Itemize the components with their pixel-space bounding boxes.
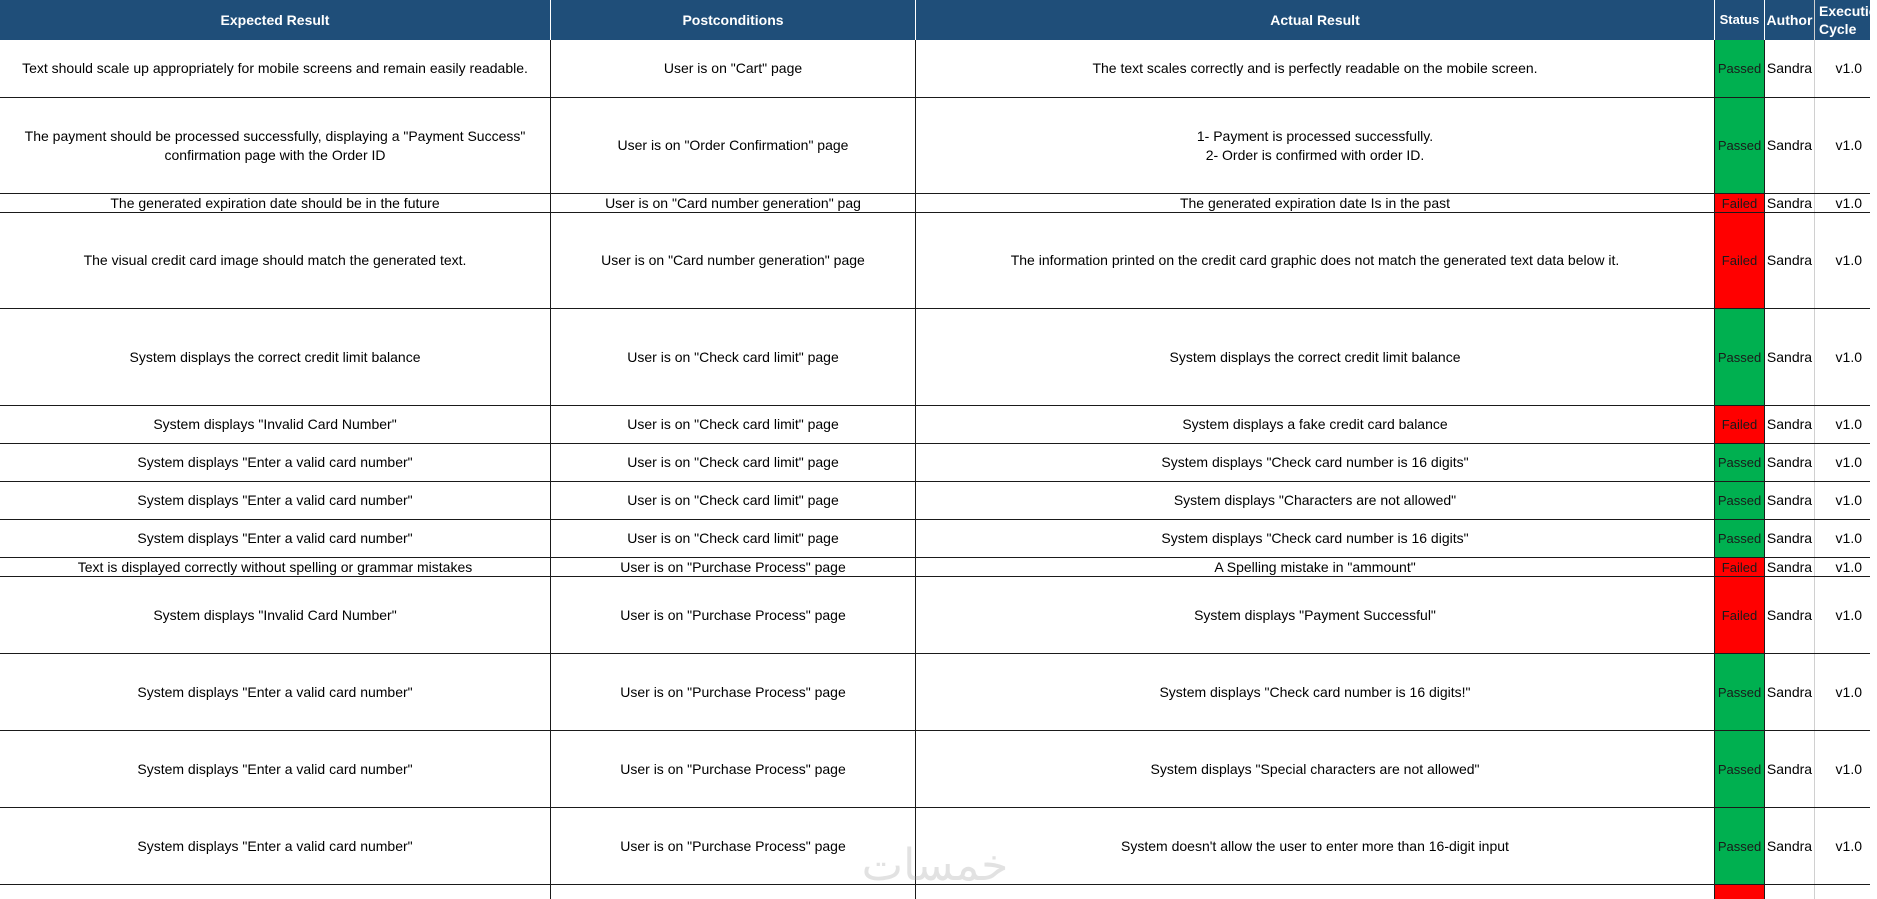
expected-result-cell[interactable]: Text should scale up appropriately for mobile screens and remain easily readable.	[0, 40, 551, 97]
actual-result-cell[interactable]: System displays the correct credit limit balance	[916, 309, 1715, 405]
table-row	[0, 444, 1870, 482]
expected-result-cell[interactable]: The payment should be processed successfully, displaying a "Payment Success" confirmation page with the Order ID	[0, 98, 551, 193]
expected-result-cell[interactable]: System displays the correct credit limit balance	[0, 309, 551, 405]
status-cell[interactable]: Failed	[1715, 194, 1765, 212]
postcondition-cell[interactable]: User is on "Purchase Process" page	[551, 654, 916, 730]
table-row	[0, 194, 1870, 213]
expected-result-cell[interactable]: The visual credit card image should match the generated text.	[0, 213, 551, 308]
header-expected-result[interactable]: Expected Result	[0, 0, 551, 40]
execution-cycle-cell[interactable]: v1.0	[1835, 606, 1862, 623]
partial-cell[interactable]	[1765, 885, 1815, 899]
actual-result-cell[interactable]: A Spelling mistake in "ammount"	[916, 558, 1715, 576]
expected-result-cell[interactable]: System displays "Enter a valid card number"	[0, 482, 551, 519]
postcondition-cell[interactable]: User is on "Check card limit" page	[551, 482, 916, 519]
postcondition-cell[interactable]: User is on "Check card limit" page	[551, 444, 916, 481]
execution-cycle-cell[interactable]: v1.0	[1835, 137, 1862, 153]
execution-cycle-cell[interactable]: v1.0	[1835, 558, 1862, 575]
author-cell[interactable]: Sandra	[1765, 731, 1815, 807]
table-row	[0, 482, 1870, 520]
author-cell[interactable]: Sandra	[1765, 98, 1815, 193]
actual-result-cell[interactable]: System displays "Characters are not allowed"	[916, 482, 1715, 519]
postcondition-cell[interactable]: User is on "Purchase Process" page	[551, 731, 916, 807]
table-row	[0, 808, 1870, 885]
table-row	[0, 309, 1870, 406]
author-cell[interactable]: Sandra	[1765, 194, 1815, 212]
author-cell[interactable]: Sandra	[1765, 558, 1815, 576]
author-cell[interactable]: Sandra	[1765, 40, 1815, 97]
postcondition-cell[interactable]: User is on "Purchase Process" page	[551, 558, 916, 576]
actual-result-cell[interactable]: The information printed on the credit card graphic does not match the generated text data below it.	[916, 213, 1715, 308]
status-cell[interactable]: Passed	[1715, 520, 1765, 557]
execution-cycle-cell[interactable]: v1.0	[1835, 683, 1862, 700]
header-execution-cycle[interactable]: Executio Cycle	[1815, 0, 1870, 40]
table-row	[0, 98, 1870, 194]
postcondition-cell[interactable]: User is on "Purchase Process" page	[551, 808, 916, 884]
expected-result-cell[interactable]: System displays "Enter a valid card number"	[0, 731, 551, 807]
partial-cell[interactable]	[0, 885, 551, 899]
expected-result-cell[interactable]: System displays "Enter a valid card number"	[0, 654, 551, 730]
execution-cycle-cell[interactable]: v1.0	[1835, 416, 1862, 432]
actual-result-cell[interactable]: System displays "Check card number is 16 digits"	[916, 520, 1715, 557]
header-actual-result[interactable]: Actual Result	[916, 0, 1715, 40]
watermark-text: خمسات	[861, 840, 1009, 891]
execution-cycle-cell[interactable]: v1.0	[1835, 530, 1862, 546]
postcondition-cell[interactable]: User is on "Check card limit" page	[551, 406, 916, 443]
execution-cycle-cell[interactable]: v1.0	[1835, 492, 1862, 508]
status-cell[interactable]: Passed	[1715, 444, 1765, 481]
actual-result-cell[interactable]: System displays "Payment Successful"	[916, 577, 1715, 653]
actual-result-cell[interactable]: System displays "Check card number is 16 digits"	[916, 444, 1715, 481]
table-row	[0, 731, 1870, 808]
execution-cycle-cell[interactable]: v1.0	[1835, 194, 1862, 211]
status-cell[interactable]: Failed	[1715, 577, 1765, 653]
execution-cycle-cell[interactable]: v1.0	[1835, 454, 1862, 470]
table-row	[0, 406, 1870, 444]
partial-status-cell[interactable]	[1715, 885, 1765, 899]
status-cell[interactable]: Passed	[1715, 808, 1765, 884]
author-cell[interactable]: Sandra	[1765, 406, 1815, 443]
table-row	[0, 40, 1870, 98]
status-cell[interactable]: Passed	[1715, 98, 1765, 193]
status-cell[interactable]: Passed	[1715, 482, 1765, 519]
partial-next-row	[0, 885, 1870, 899]
author-cell[interactable]: Sandra	[1765, 444, 1815, 481]
table-row	[0, 654, 1870, 731]
header-author[interactable]: Author	[1765, 0, 1815, 40]
expected-result-cell[interactable]: System displays "Enter a valid card number"	[0, 808, 551, 884]
author-cell[interactable]: Sandra	[1765, 808, 1815, 884]
postcondition-cell[interactable]: User is on "Cart" page	[551, 40, 916, 97]
execution-cycle-cell[interactable]: v1.0	[1835, 837, 1862, 854]
actual-result-cell[interactable]: System doesn't allow the user to enter more than 16-digit input	[916, 808, 1715, 884]
actual-result-cell[interactable]: System displays a fake credit card balance	[916, 406, 1715, 443]
expected-result-cell[interactable]: Text is displayed correctly without spelling or grammar mistakes	[0, 558, 551, 576]
actual-result-cell[interactable]: The text scales correctly and is perfectly readable on the mobile screen.	[916, 40, 1715, 97]
author-cell[interactable]: Sandra	[1765, 482, 1815, 519]
status-cell[interactable]: Passed	[1715, 309, 1765, 405]
author-cell[interactable]: Sandra	[1765, 654, 1815, 730]
postcondition-cell[interactable]: User is on "Card number generation" pag	[551, 194, 916, 212]
expected-result-cell[interactable]: System displays "Invalid Card Number"	[0, 406, 551, 443]
table-body	[0, 40, 1870, 885]
postcondition-cell[interactable]: User is on "Purchase Process" page	[551, 577, 916, 653]
partial-cell[interactable]	[1815, 885, 1870, 899]
postcondition-cell[interactable]: User is on "Card number generation" page	[551, 213, 916, 308]
postcondition-cell[interactable]: User is on "Check card limit" page	[551, 520, 916, 557]
expected-result-cell[interactable]: The generated expiration date should be in the future	[0, 194, 551, 212]
expected-result-cell[interactable]: System displays "Invalid Card Number"	[0, 577, 551, 653]
postcondition-cell[interactable]: User is on "Check card limit" page	[551, 309, 916, 405]
table-row	[0, 558, 1870, 577]
partial-cell[interactable]	[551, 885, 916, 899]
execution-cycle-cell[interactable]: v1.0	[1835, 60, 1862, 76]
status-cell[interactable]: Passed	[1715, 40, 1765, 97]
actual-result-cell[interactable]: System displays "Check card number is 16 digits!"	[916, 654, 1715, 730]
postcondition-cell[interactable]: User is on "Order Confirmation" page	[551, 98, 916, 193]
author-cell[interactable]: Sandra	[1765, 309, 1815, 405]
status-cell[interactable]: Passed	[1715, 654, 1765, 730]
header-postconditions[interactable]: Postconditions	[551, 0, 916, 40]
table-row	[0, 577, 1870, 654]
table-row	[0, 520, 1870, 558]
execution-cycle-cell[interactable]: v1.0	[1835, 348, 1862, 365]
header-row	[0, 0, 1877, 40]
expected-result-cell[interactable]: System displays "Enter a valid card number"	[0, 444, 551, 481]
execution-cycle-cell[interactable]: v1.0	[1835, 252, 1862, 268]
partial-cell[interactable]	[916, 885, 1715, 899]
status-cell[interactable]: Failed	[1715, 213, 1765, 308]
status-cell[interactable]: Failed	[1715, 558, 1765, 576]
author-cell[interactable]: Sandra	[1765, 213, 1815, 308]
actual-result-cell[interactable]: System displays "Special characters are not allowed"	[916, 731, 1715, 807]
author-cell[interactable]: Sandra	[1765, 577, 1815, 653]
execution-cycle-cell[interactable]: v1.0	[1835, 760, 1862, 777]
actual-result-cell[interactable]: The generated expiration date Is in the past	[916, 194, 1715, 212]
status-cell[interactable]: Passed	[1715, 731, 1765, 807]
table-row	[0, 213, 1870, 309]
actual-result-cell[interactable]: 1- Payment is processed successfully. 2- Order is confirmed with order ID.	[916, 98, 1715, 193]
expected-result-cell[interactable]: System displays "Enter a valid card number"	[0, 520, 551, 557]
header-status[interactable]: Status	[1715, 0, 1765, 40]
status-cell[interactable]: Failed	[1715, 406, 1765, 443]
author-cell[interactable]: Sandra	[1765, 520, 1815, 557]
